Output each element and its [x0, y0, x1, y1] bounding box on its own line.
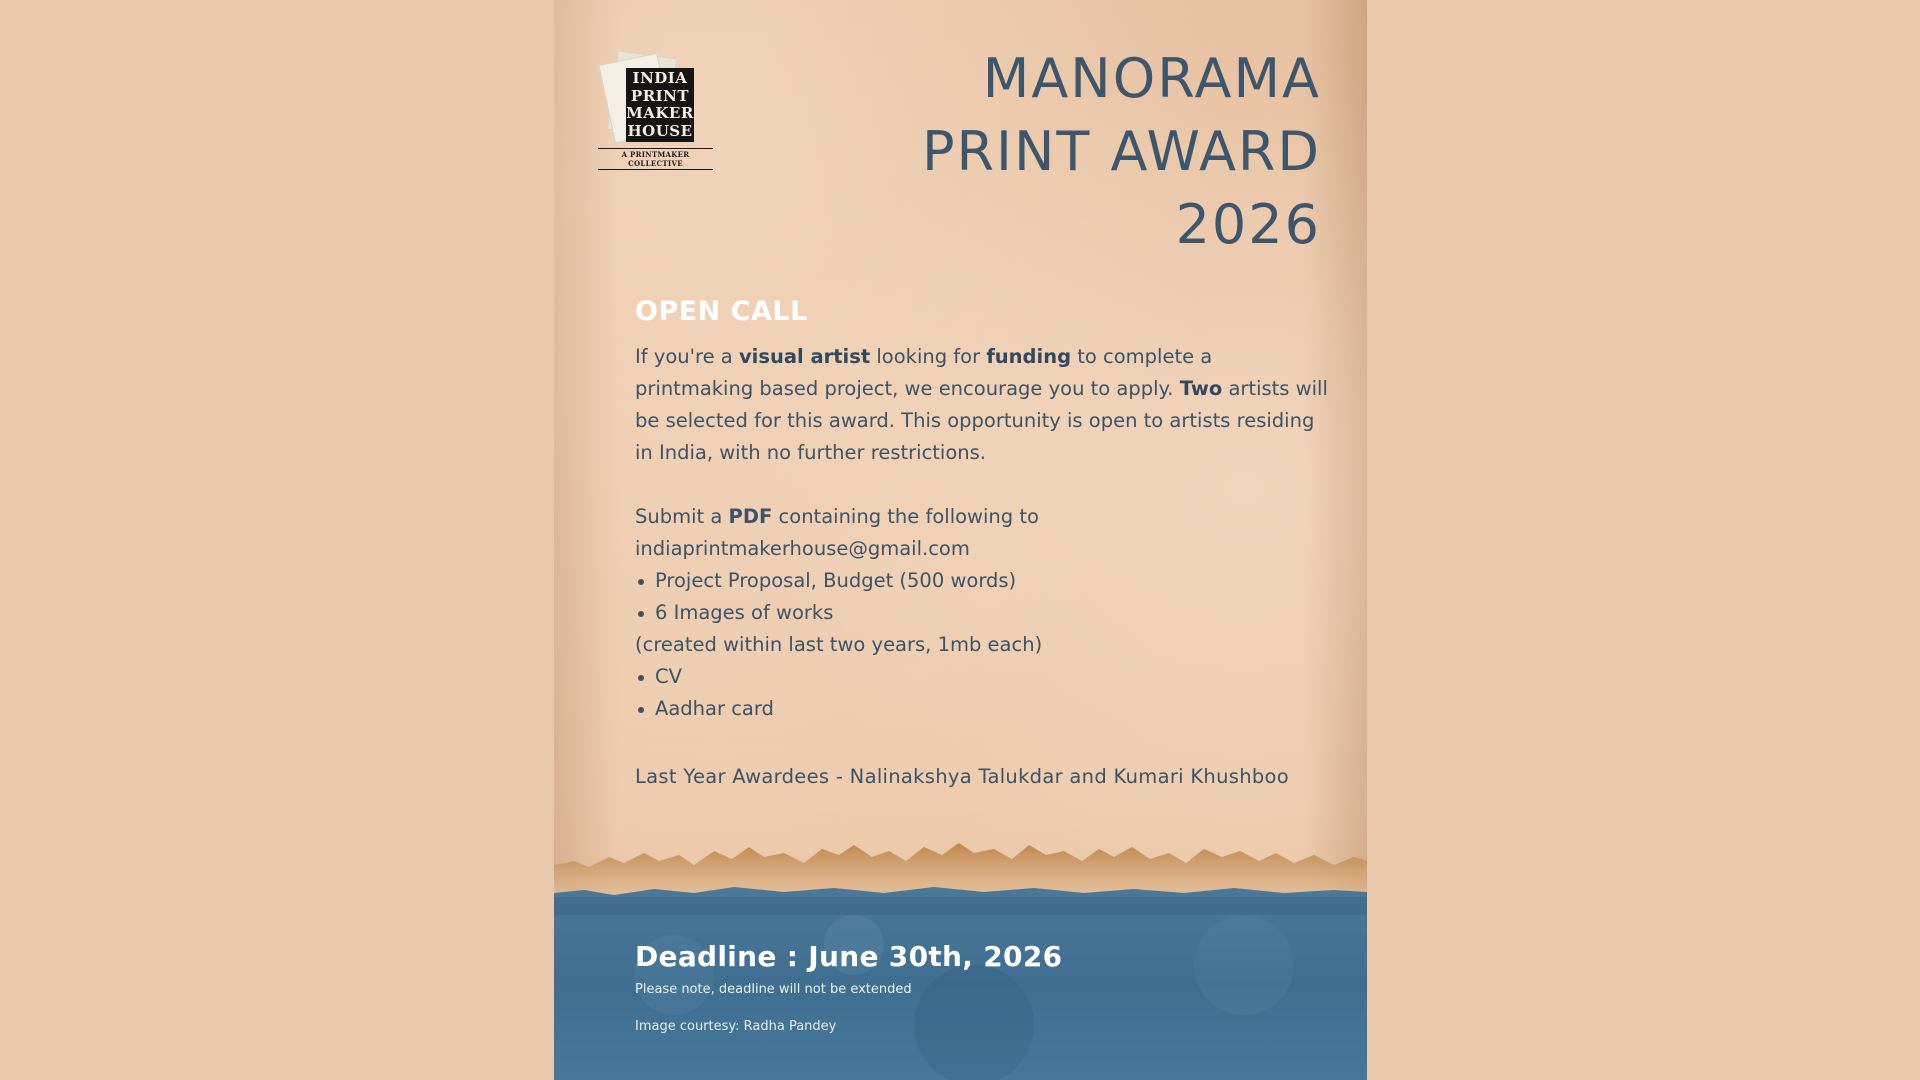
open-call-description: If you're a visual artist looking for funding to complete a printmaking based project, we encourage you to apply. Two artists will be selected for this award. This opportunity is open to artists residing in India, with no further restrictions. — [635, 345, 1328, 464]
title-line-2: PRINT AWARD — [921, 120, 1321, 183]
deadline-heading: Deadline : June 30th, 2026 — [635, 940, 1063, 973]
award-title — [922, 42, 1321, 261]
submission-email: indiaprintmakerhouse@gmail.com — [635, 537, 970, 560]
list-item: Project Proposal, Budget (500 words) — [635, 565, 1335, 597]
poster — [554, 0, 1367, 1080]
images-note: (created within last two years, 1mb each) — [635, 633, 1043, 656]
image-courtesy: Image courtesy: Radha Pandey — [635, 1019, 837, 1034]
submission-instructions: Submit a PDF containing the following to — [635, 505, 1039, 528]
title-line-3: 2026 — [1175, 193, 1321, 256]
deadline-note: Please note, deadline will not be extended — [635, 982, 912, 997]
list-item: CV — [635, 661, 1335, 693]
main-content — [635, 296, 1335, 793]
logo-tagline: A PRINTMAKER COLLECTIVE — [598, 148, 713, 170]
requirements-list — [635, 565, 1335, 629]
requirements-list-2 — [635, 661, 1335, 725]
list-item: Aadhar card — [635, 693, 1335, 725]
india-print-maker-house-logo — [598, 52, 713, 168]
list-item: 6 Images of works — [635, 597, 1335, 629]
logo-wordmark: INDIA PRINT MAKER HOUSE — [626, 68, 694, 142]
open-call-heading: OPEN CALL — [635, 296, 808, 327]
title-line-1: MANORAMA — [982, 47, 1321, 110]
last-year-awardees: Last Year Awardees - Nalinakshya Talukdar and Kumari Khushboo — [635, 765, 1290, 788]
